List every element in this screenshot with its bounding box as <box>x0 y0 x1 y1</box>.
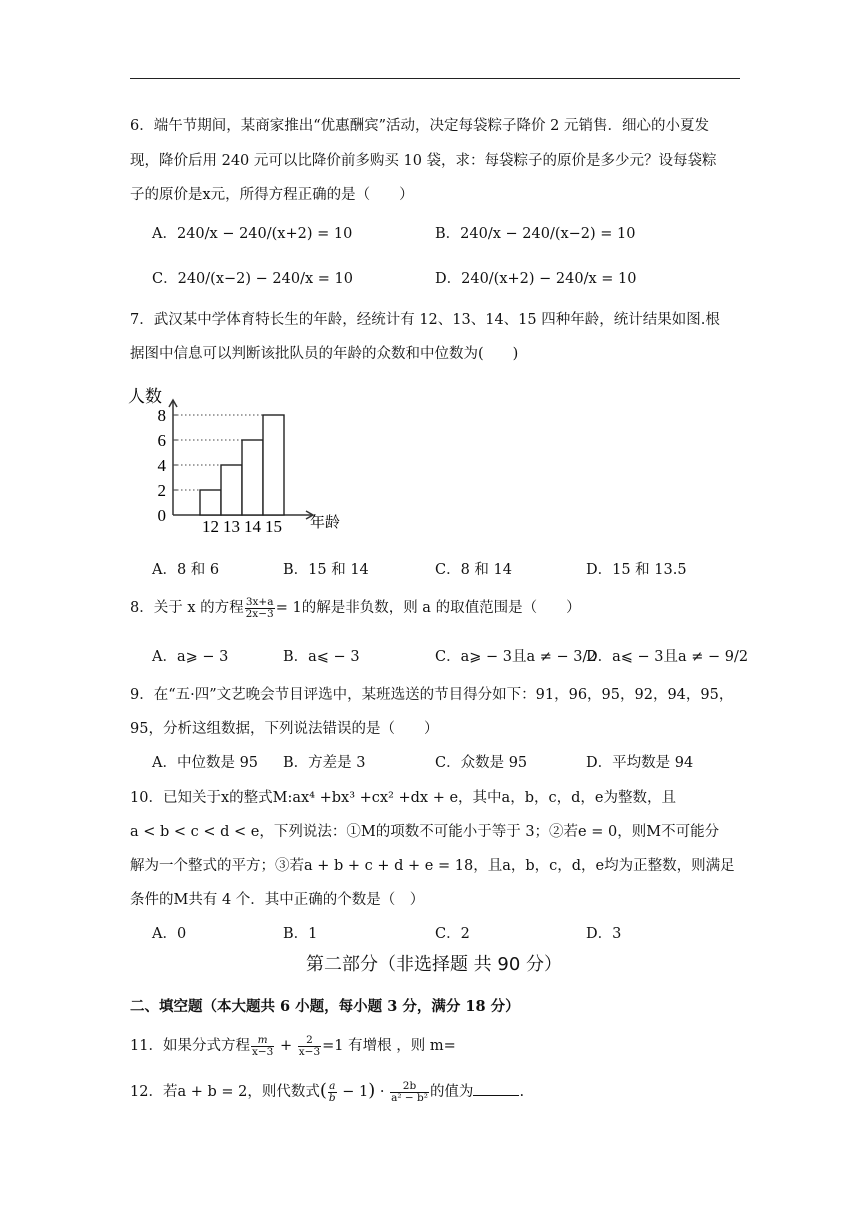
q10-line1: 10．已知关于x的整式M:ax⁴ +bx³ +cx² +dx + e，其中a，b，c，d，e为整数，且 <box>130 790 676 806</box>
q10-option-a[interactable]: A．0 <box>152 926 187 942</box>
q12-fraction-b <box>390 1081 429 1104</box>
q8-option-b[interactable]: B．a⩽ − 3 <box>283 649 360 665</box>
q11-plus: + <box>275 1038 297 1054</box>
q6-line3: 子的原价是x元，所得方程正确的是（ ） <box>130 187 414 203</box>
x-axis-label: 年龄 <box>310 513 341 531</box>
q12-lparen: ( <box>319 1080 327 1101</box>
x-tick-label: 15 <box>265 517 282 536</box>
q10-line2: a < b < c < d < e，下列说法：①M的项数不可能小于等于 3；②若e = 0，则M不可能分 <box>130 824 720 840</box>
q7-option-d[interactable]: D．15 和 13.5 <box>586 562 687 578</box>
q6-option-b[interactable]: B．240/x − 240/(x−2) = 10 <box>435 226 636 242</box>
q12-post: 的值为 <box>429 1084 474 1100</box>
q10-option-d[interactable]: D．3 <box>586 926 622 942</box>
q12-fb-num: 2b <box>402 1079 417 1092</box>
q9-line1: 9．在“五·四”文艺晚会节目评选中，某班选送的节目得分如下：91，96，95，92，94，95， <box>130 687 734 703</box>
q12-end: . <box>519 1084 525 1100</box>
q8-option-d[interactable]: D．a⩽ − 3且a ≠ − 9/2 <box>586 649 749 665</box>
q6-line2: 现，降价后用 240 元可以比降价前多购买 10 袋，求：每袋粽子的原价是多少元？设每袋粽 <box>130 153 717 169</box>
y-tick-label: 6 <box>157 431 166 450</box>
y-axis-label: 人数 <box>128 387 162 407</box>
bar <box>221 465 242 515</box>
q9-option-b[interactable]: B．方差是 3 <box>283 755 366 771</box>
q6-option-a[interactable]: A．240/x − 240/(x+2) = 10 <box>152 226 353 242</box>
q11-pre: 11．如果分式方程 <box>130 1038 250 1054</box>
bar <box>242 440 263 515</box>
age-bar-chart <box>128 380 368 540</box>
q8-post: = 1的解是非负数，则 a 的取值范围是（ ） <box>275 600 581 616</box>
q7-option-a[interactable]: A．8 和 6 <box>152 562 220 578</box>
y-tick-label: 0 <box>157 506 166 525</box>
q6-option-d[interactable]: D．240/(x+2) − 240/x = 10 <box>435 271 637 287</box>
x-tick-label: 12 <box>202 517 219 536</box>
q8-option-c[interactable]: C．a⩾ − 3且a ≠ − 3/2 <box>435 649 597 665</box>
q12-fa-den: b <box>328 1091 336 1104</box>
y-tick-label: 8 <box>157 406 166 425</box>
part2-title: 第二部分（非选择题 共 90 分） <box>305 954 563 975</box>
q12-rparen: ) <box>368 1080 376 1101</box>
q8-num: 3x+a <box>245 595 274 608</box>
q6-option-c[interactable]: C．240/(x−2) − 240/x = 10 <box>152 271 353 287</box>
q12-dot: · <box>375 1084 390 1100</box>
section2-heading: 二、填空题（本大题共 6 小题，每小题 3 分，满分 18 分） <box>130 998 520 1015</box>
q12-stem <box>130 1080 524 1104</box>
q12-pre: 12．若a + b = 2，则代数式 <box>130 1084 320 1100</box>
q9-option-c[interactable]: C．众数是 95 <box>435 755 528 771</box>
q12-minus: − 1 <box>337 1084 369 1100</box>
q12-fa-num: a <box>329 1079 336 1092</box>
x-tick-label: 13 <box>223 517 240 536</box>
q8-pre: 8．关于 x 的方程 <box>130 600 244 616</box>
q10-line3: 解为一个整式的平方；③若a + b + c + d + e = 18，且a，b，c，d，e均为正整数，则满足 <box>130 858 735 874</box>
q11-f2-num: 2 <box>306 1033 313 1046</box>
x-tick-label: 14 <box>244 517 261 536</box>
q8-den: 2x−3 <box>245 607 274 620</box>
q12-fb-den: a² − b² <box>391 1091 428 1104</box>
q11-fraction2 <box>298 1035 321 1058</box>
q11-f1-den: x−3 <box>251 1045 274 1058</box>
q8-stem <box>130 596 581 620</box>
q11-f1-num: m <box>257 1033 268 1046</box>
q10-option-b[interactable]: B．1 <box>283 926 318 942</box>
y-tick-label: 2 <box>157 481 166 500</box>
q12-answer-blank[interactable] <box>473 1081 519 1096</box>
q9-option-a[interactable]: A．中位数是 95 <box>152 755 259 771</box>
q7-option-b[interactable]: B．15 和 14 <box>283 562 369 578</box>
q6-line1: 6．端午节期间，某商家推出“优惠酬宾”活动，决定每袋粽子降价 2 元销售．细心的小夏发 <box>130 118 709 134</box>
q11-stem <box>130 1034 456 1058</box>
q10-option-c[interactable]: C．2 <box>435 926 470 942</box>
q12-fraction-a <box>328 1081 337 1104</box>
q8-fraction <box>245 597 275 620</box>
q7-line2: 据图中信息可以判断该批队员的年龄的众数和中位数为( ) <box>130 346 519 362</box>
q7-option-c[interactable]: C．8 和 14 <box>435 562 512 578</box>
q7-line1: 7．武汉某中学体育特长生的年龄，经统计有 12、13、14、15 四种年龄，统计结果如图.根 <box>130 312 720 328</box>
y-tick-label: 4 <box>157 456 166 475</box>
q9-line2: 95，分析这组数据，下列说法错误的是（ ） <box>130 721 439 737</box>
bar <box>200 490 221 515</box>
header-rule <box>130 78 740 79</box>
q8-option-a[interactable]: A．a⩾ − 3 <box>152 649 229 665</box>
bar <box>263 415 284 515</box>
q11-post: =1 有增根 ，则 m= <box>322 1038 456 1054</box>
q10-line4: 条件的M共有 4 个．其中正确的个数是（ ） <box>130 892 425 908</box>
q11-fraction1 <box>251 1035 274 1058</box>
q11-f2-den: x−3 <box>298 1045 321 1058</box>
q9-option-d[interactable]: D．平均数是 94 <box>586 755 694 771</box>
